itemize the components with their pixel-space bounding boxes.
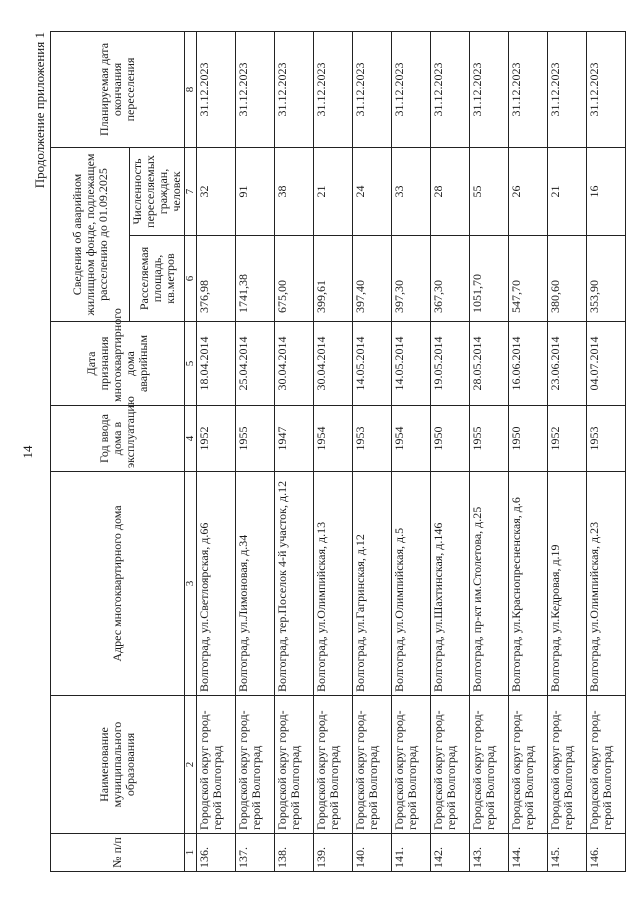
- column-number: 7: [185, 147, 197, 235]
- date-cell: 16.06.2014: [509, 322, 548, 406]
- continuation-note: Продолжение приложения 1: [32, 32, 47, 189]
- row-number: 140.: [353, 834, 392, 872]
- date-cell: 14.05.2014: [392, 322, 431, 406]
- table-row: [353, 31, 392, 871]
- table-row: [587, 31, 626, 871]
- area-cell: 547,70: [509, 236, 548, 322]
- people-cell: 24: [353, 147, 392, 235]
- header-date: Дата признания многоквартирного дома аварийным: [51, 322, 185, 406]
- header-municipality: Наименование муниципального образования: [51, 696, 185, 834]
- address-cell: Волгоград, ул.Кедровая, д.19: [548, 472, 587, 696]
- table-row: [197, 31, 236, 871]
- header-plan: Планируемая дата окончания переселения: [51, 31, 185, 147]
- date-cell: 18.04.2014: [197, 322, 236, 406]
- people-cell: 21: [548, 147, 587, 235]
- address-cell: Волгоград, ул.Гагринская, д.12: [353, 472, 392, 696]
- table-header: [51, 31, 197, 871]
- table-row: [509, 31, 548, 871]
- people-cell: 91: [236, 147, 275, 235]
- row-number: 136.: [197, 834, 236, 872]
- area-cell: 376,98: [197, 236, 236, 322]
- table-row: [236, 31, 275, 871]
- municipality-cell: Городской округ город-герой Волгоград: [509, 696, 548, 834]
- row-number: 139.: [314, 834, 353, 872]
- table-row: [548, 31, 587, 871]
- plan-date-cell: 31.12.2023: [236, 31, 275, 147]
- municipality-cell: Городской округ город-герой Волгоград: [236, 696, 275, 834]
- address-cell: Волгоград, пр-кт им.Столетова, д.25: [470, 472, 509, 696]
- address-cell: Волгоград, ул.Светлоярская, д.66: [197, 472, 236, 696]
- row-number: 143.: [470, 834, 509, 872]
- plan-date-cell: 31.12.2023: [353, 31, 392, 147]
- column-number: 6: [185, 236, 197, 322]
- plan-date-cell: 31.12.2023: [509, 31, 548, 147]
- area-cell: 367,30: [431, 236, 470, 322]
- housing-table: [50, 31, 626, 872]
- header-area: Расселяемая площадь, кв.метров: [130, 236, 185, 322]
- column-number-row: [185, 31, 197, 871]
- year-cell: 1950: [431, 406, 470, 472]
- area-cell: 380,60: [548, 236, 587, 322]
- people-cell: 33: [392, 147, 431, 235]
- people-cell: 16: [587, 147, 626, 235]
- address-cell: Волгоград, ул.Краснопресненская, д.6: [509, 472, 548, 696]
- date-cell: 04.07.2014: [587, 322, 626, 406]
- header-people: Численность переселяемых граждан, человек: [130, 147, 185, 235]
- municipality-cell: Городской округ город-герой Волгоград: [314, 696, 353, 834]
- people-cell: 21: [314, 147, 353, 235]
- people-cell: 28: [431, 147, 470, 235]
- area-cell: 397,40: [353, 236, 392, 322]
- row-number: 145.: [548, 834, 587, 872]
- address-cell: Волгоград, ул.Олимпийская, д.13: [314, 472, 353, 696]
- municipality-cell: Городской округ город-герой Волгоград: [431, 696, 470, 834]
- people-cell: 32: [197, 147, 236, 235]
- municipality-cell: Городской округ город-герой Волгоград: [548, 696, 587, 834]
- area-cell: 399,61: [314, 236, 353, 322]
- column-number: 3: [185, 472, 197, 696]
- table-row: [275, 31, 314, 871]
- area-cell: 1741,38: [236, 236, 275, 322]
- plan-date-cell: 31.12.2023: [548, 31, 587, 147]
- people-cell: 26: [509, 147, 548, 235]
- column-number: 5: [185, 322, 197, 406]
- header-info-group: Сведения об аварийном жилищном фонде, подлежащем расселению до 01.09.2025: [51, 147, 130, 321]
- date-cell: 25.04.2014: [236, 322, 275, 406]
- row-number: 141.: [392, 834, 431, 872]
- row-number: 142.: [431, 834, 470, 872]
- row-number: 146.: [587, 834, 626, 872]
- plan-date-cell: 31.12.2023: [197, 31, 236, 147]
- area-cell: 397,30: [392, 236, 431, 322]
- document-page: [20, 32, 620, 872]
- municipality-cell: Городской округ город-герой Волгоград: [470, 696, 509, 834]
- year-cell: 1955: [470, 406, 509, 472]
- column-number: 1: [185, 834, 197, 872]
- plan-date-cell: 31.12.2023: [392, 31, 431, 147]
- people-cell: 55: [470, 147, 509, 235]
- table-row: [470, 31, 509, 871]
- municipality-cell: Городской округ город-герой Волгоград: [353, 696, 392, 834]
- area-cell: 675,00: [275, 236, 314, 322]
- date-cell: 30.04.2014: [314, 322, 353, 406]
- area-cell: 353,90: [587, 236, 626, 322]
- municipality-cell: Городской округ город-герой Волгоград: [587, 696, 626, 834]
- table-row: [392, 31, 431, 871]
- header-num: № п/п: [51, 834, 185, 872]
- year-cell: 1955: [236, 406, 275, 472]
- municipality-cell: Городской округ город-герой Волгоград: [392, 696, 431, 834]
- date-cell: 14.05.2014: [353, 322, 392, 406]
- year-cell: 1952: [548, 406, 587, 472]
- address-cell: Волгоград, тер.Поселок 4-й участок, д.12: [275, 472, 314, 696]
- row-number: 138.: [275, 834, 314, 872]
- header-address: Адрес многоквартирного дома: [51, 472, 185, 696]
- table-row: [431, 31, 470, 871]
- address-cell: Волгоград, ул.Олимпийская, д.5: [392, 472, 431, 696]
- year-cell: 1953: [353, 406, 392, 472]
- people-cell: 38: [275, 147, 314, 235]
- address-cell: Волгоград, ул.Шахтинская, д.146: [431, 472, 470, 696]
- municipality-cell: Городской округ город-герой Волгоград: [275, 696, 314, 834]
- year-cell: 1954: [314, 406, 353, 472]
- table-row: [314, 31, 353, 871]
- row-number: 144.: [509, 834, 548, 872]
- area-cell: 1051,70: [470, 236, 509, 322]
- plan-date-cell: 31.12.2023: [470, 31, 509, 147]
- year-cell: 1947: [275, 406, 314, 472]
- date-cell: 30.04.2014: [275, 322, 314, 406]
- column-number: 2: [185, 696, 197, 834]
- date-cell: 23.06.2014: [548, 322, 587, 406]
- year-cell: 1954: [392, 406, 431, 472]
- row-number: 137.: [236, 834, 275, 872]
- plan-date-cell: 31.12.2023: [431, 31, 470, 147]
- municipality-cell: Городской округ город-герой Волгоград: [197, 696, 236, 834]
- date-cell: 28.05.2014: [470, 322, 509, 406]
- address-cell: Волгоград, ул.Лимоновая, д.34: [236, 472, 275, 696]
- table-body: [197, 31, 626, 871]
- year-cell: 1950: [509, 406, 548, 472]
- date-cell: 19.05.2014: [431, 322, 470, 406]
- plan-date-cell: 31.12.2023: [587, 31, 626, 147]
- year-cell: 1953: [587, 406, 626, 472]
- page-number: 14: [20, 445, 35, 459]
- plan-date-cell: 31.12.2023: [275, 31, 314, 147]
- plan-date-cell: 31.12.2023: [314, 31, 353, 147]
- address-cell: Волгоград, ул.Олимпийская, д.23: [587, 472, 626, 696]
- year-cell: 1952: [197, 406, 236, 472]
- header-year: Год ввода дома в эксплуатацию: [51, 406, 185, 472]
- column-number: 4: [185, 406, 197, 472]
- column-number: 8: [185, 31, 197, 147]
